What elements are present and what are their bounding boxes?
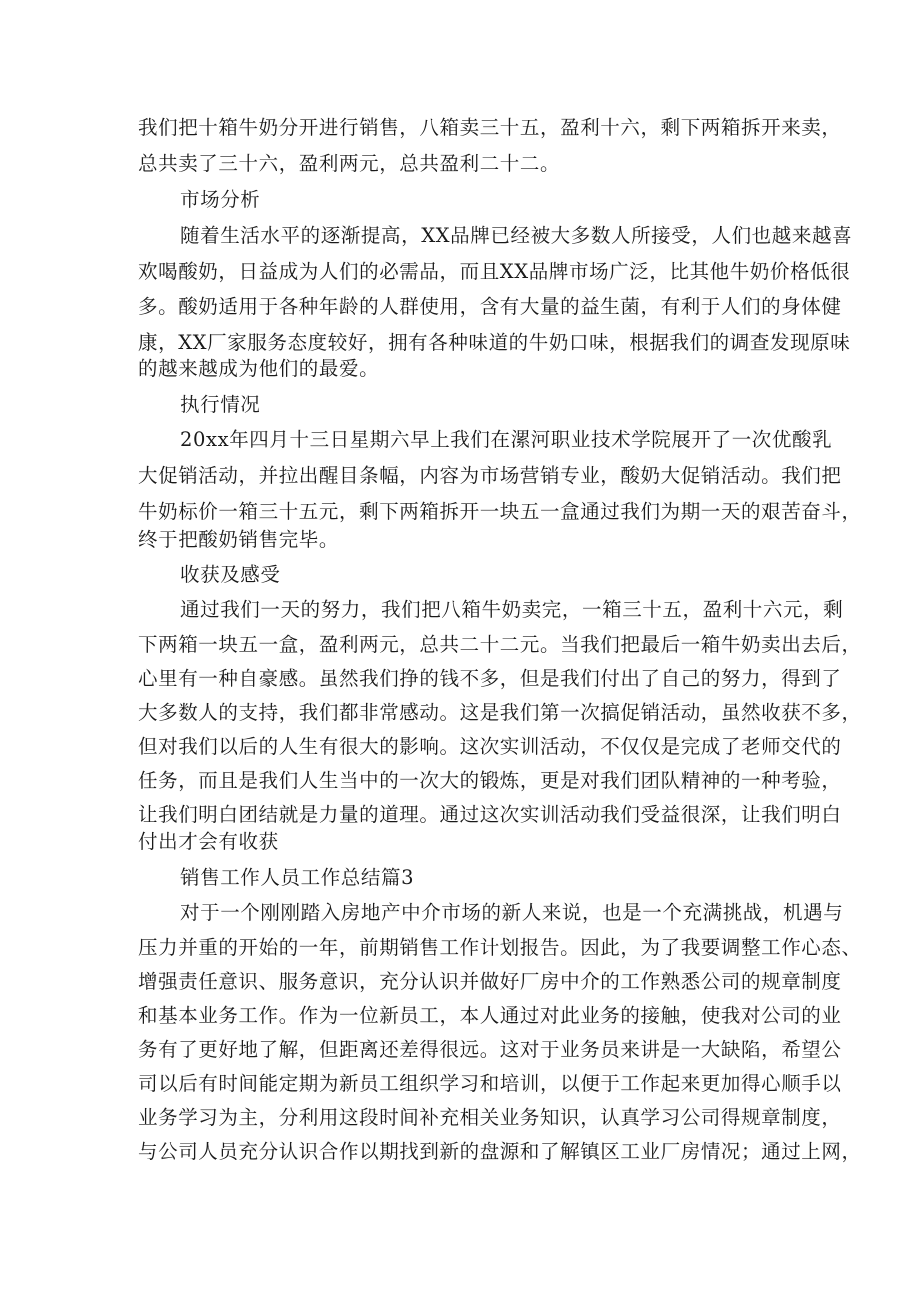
text-line: 但对我们以后的人生有很大的影响。这次实训活动，不仅仅是完成了老师交代的 <box>138 735 842 758</box>
text-line: 增强责任意识、服务意识，充分认识并做好厂房中介的工作熟悉公司的规章制度 <box>138 970 842 993</box>
text-line: 和基本业务工作。作为一位新员工，本人通过对此业务的接触，使我对公司的业 <box>138 1004 842 1027</box>
text-line: 的越来越成为他们的最爱。 <box>138 357 380 380</box>
text-line: 业务学习为主，分利用这段时间补充相关业务知识，认真学习公司得规章制度， <box>138 1106 842 1129</box>
text-line: 欢喝酸奶，日益成为人们的必需品，而且XX品牌市场广泛，比其他牛奶价格低很 <box>138 260 851 283</box>
text-line: 多。酸奶适用于各种年龄的人群使用，含有大量的益生菌，有利于人们的身体健 <box>138 295 842 318</box>
text-line: 压力并重的开始的一年，前期销售工作计划报告。因此，为了我要调整工作心态、 <box>138 936 862 959</box>
section-heading: 执行情况 <box>180 393 261 416</box>
text-line: 务有了更好地了解，但距离还差得很远。这对于业务员来讲是一大缺陷，希望公 <box>138 1038 842 1061</box>
text-line: 总共卖了三十六，盈利两元，总共盈利二十二。 <box>138 152 561 175</box>
text-line: 随着生活水平的逐渐提高，XX品牌已经被大多数人所接受，人们也越来越喜 <box>180 224 853 247</box>
text-line: 20xx年四月十三日星期六早上我们在漯河职业技术学院展开了一次优酸乳 <box>180 428 833 451</box>
text-line: 让我们明白团结就是力量的道理。通过这次实训活动我们受益很深，让我们明白 <box>138 803 842 826</box>
text-line: 大促销活动，并拉出醒目条幅，内容为市场营销专业，酸奶大促销活动。我们把 <box>138 464 842 487</box>
section-heading: 收获及感受 <box>180 563 281 586</box>
text-line: 付出才会有收获 <box>138 830 279 853</box>
text-line: 任务，而且是我们人生当中的一次大的锻炼，更是对我们团队精神的一种考验， <box>138 769 842 792</box>
text-line: 通过我们一天的努力，我们把八箱牛奶卖完，一箱三十五，盈利十六元，剩 <box>180 598 844 621</box>
text-line: 我们把十箱牛奶分开进行销售，八箱卖三十五，盈利十六，剩下两箱拆开来卖， <box>138 116 842 139</box>
text-line: 下两箱一块五一盒，盈利两元，总共二十二元。当我们把最后一箱牛奶卖出去后， <box>138 633 862 656</box>
text-line: 终于把酸奶销售完毕。 <box>138 528 340 551</box>
text-line: 大多数人的支持，我们都非常感动。这是我们第一次搞促销活动，虽然收获不多， <box>138 701 862 724</box>
section-heading: 销售工作人员工作总结篇3 <box>180 866 415 889</box>
text-line: 心里有一种自豪感。虽然我们挣的钱不多，但是我们付出了自己的努力，得到了 <box>138 667 842 690</box>
text-line: 对于一个刚刚踏入房地产中介市场的新人来说，也是一个充满挑战，机遇与 <box>180 901 844 924</box>
section-heading: 市场分析 <box>180 188 261 211</box>
text-line: 司以后有时间能定期为新员工组织学习和培训，以便于工作起来更加得心顺手以 <box>138 1072 842 1095</box>
text-line: 牛奶标价一箱三十五元，剩下两箱拆开一块五一盒通过我们为期一天的艰苦奋斗， <box>138 500 862 523</box>
text-line: 康，XX厂家服务态度较好，拥有各种味道的牛奶口味，根据我们的调查发现原味 <box>138 331 851 354</box>
text-line: 与公司人员充分认识合作以期找到新的盘源和了解镇区工业厂房情况；通过上网， <box>138 1140 862 1163</box>
